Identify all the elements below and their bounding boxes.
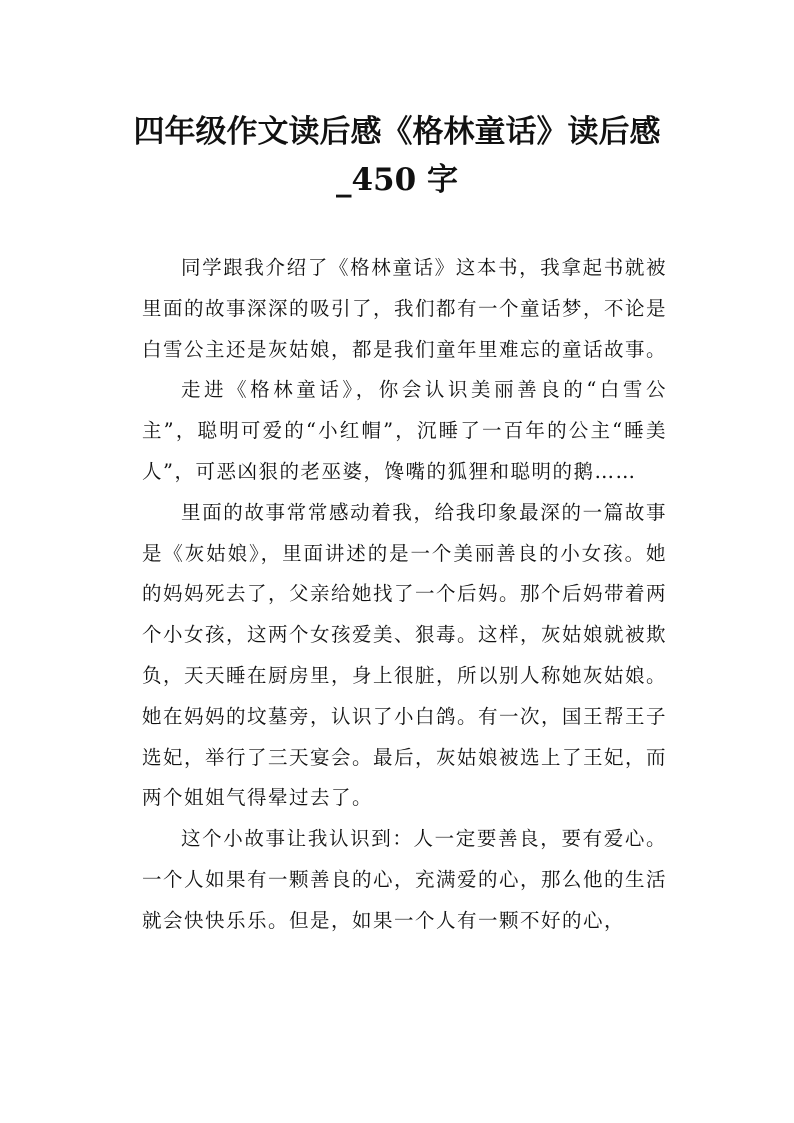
paragraph-1: 同学跟我介绍了《格林童话》这本书，我拿起书就被里面的故事深深的吸引了，我们都有一个童话梦，不论是白雪公主还是灰姑娘，都是我们童年里难忘的童话故事。 [142,256,668,361]
document-body [142,248,667,942]
paragraph-3: 里面的故事常常感动着我，给我印象最深的一篇故事是《灰姑娘》，里面讲述的是一个美丽善良的小女孩。她的妈妈死去了，父亲给她找了一个后妈。那个后妈带着两个小女孩，这两个女孩爱美、狠毒。这样，灰姑娘就被欺负，天天睡在厨房里，身上很脏，所以别人称她灰姑娘。她在妈妈的坟墓旁，认识了小白鸽。有一次，国王帮王子选妃，举行了三天宴会。最后，灰姑娘被选上了王妃，而两个姐姐气得晕过去了。 [142,500,668,810]
title-line-1: 四年级作文读后感《格林童话》读后感 [133,114,661,150]
document-title [120,108,674,204]
paragraph-4: 这个小故事让我认识到：人一定要善良，要有爱心。一个人如果有一颗善良的心，充满爱的心，那么他的生活就会快快乐乐。但是，如果一个人有一颗不好的心， [142,827,668,932]
paragraph-2: 走进《格林童话》，你会认识美丽善良的“白雪公主”，聪明可爱的“小红帽”，沉睡了一百年的公主“睡美人”，可恶凶狠的老巫婆，馋嘴的狐狸和聪明的鹅…… [142,378,667,483]
title-line-2: _450 字 [335,162,458,198]
